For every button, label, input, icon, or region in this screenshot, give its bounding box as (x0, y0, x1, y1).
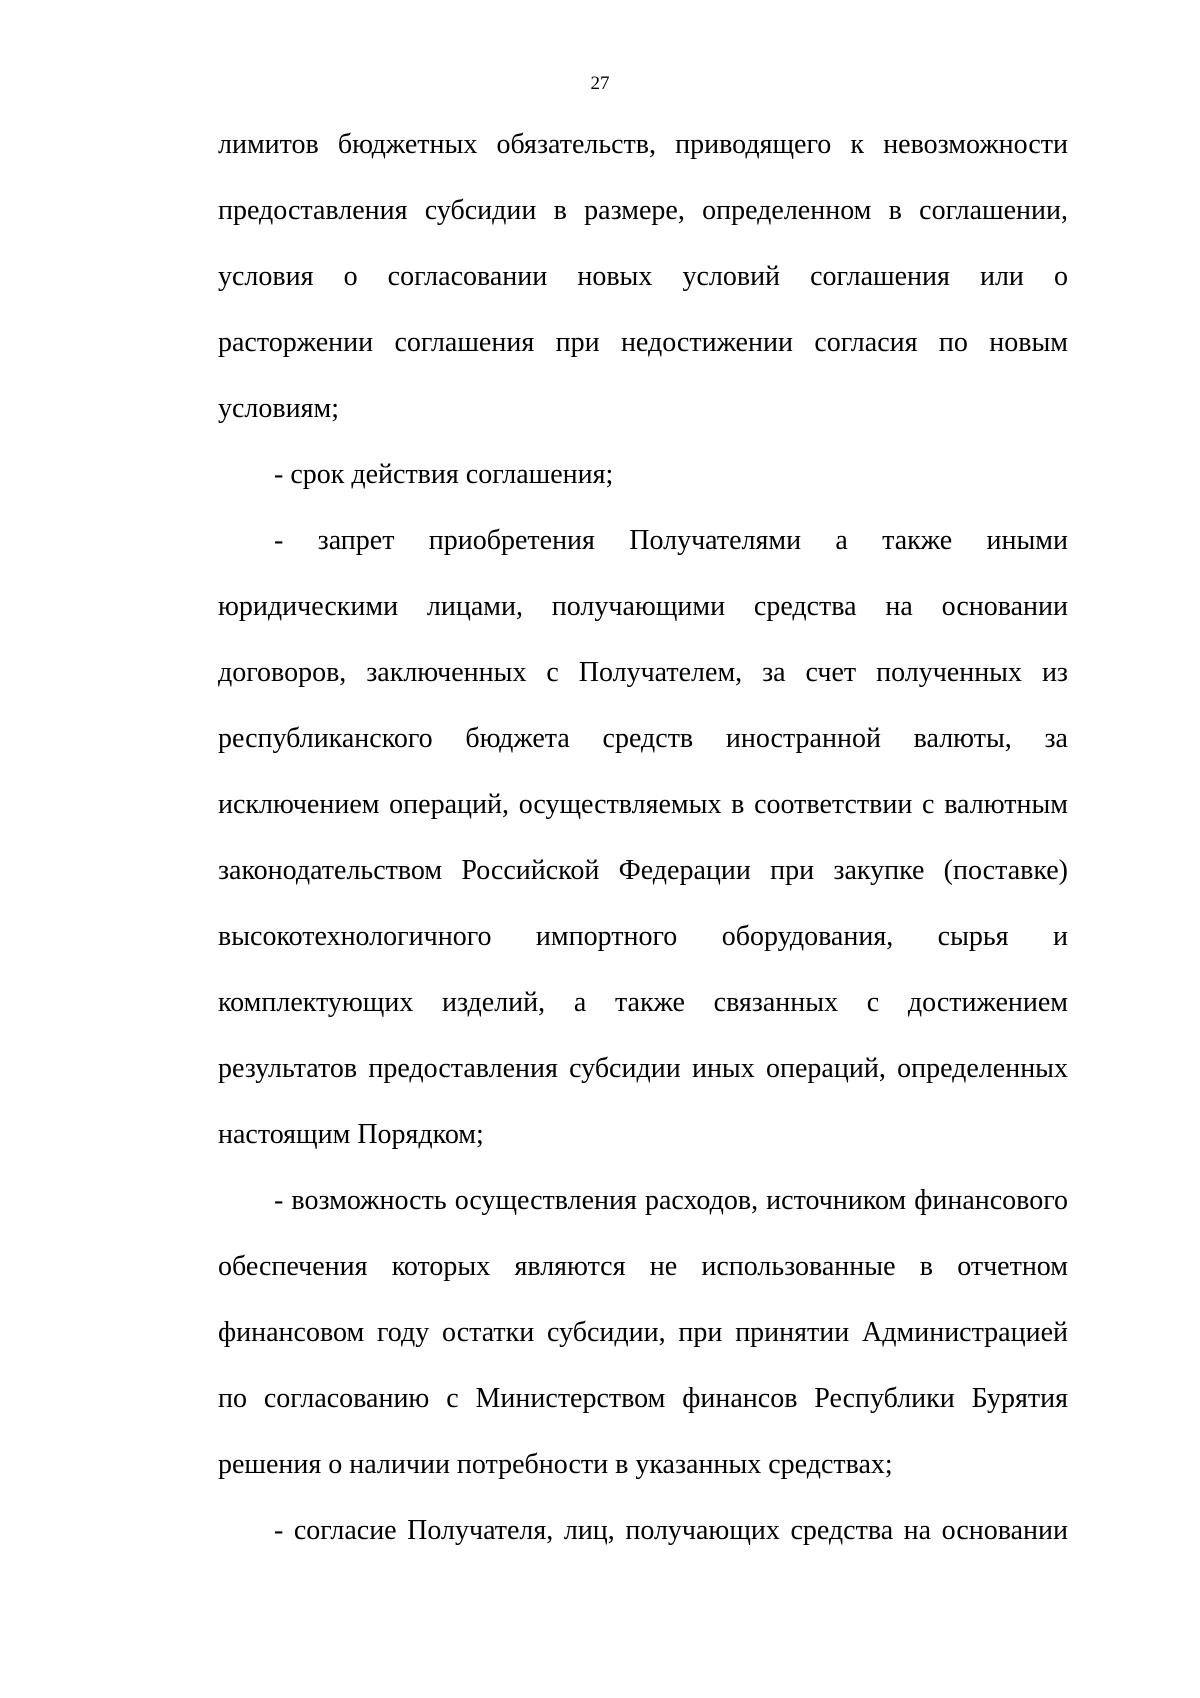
paragraph-agreement-term: - срок действия соглашения; (274, 459, 614, 490)
paragraph-unused-balances: - возможность осуществления расходов, источником финансового обеспечения которых являются не использованные в отчетном финансовом году остатки субсидии, при принятии Администрацией по согласованию с Министерством финансов Республики Бурятия решения о наличии потребности в указанных средствах; (218, 1185, 1068, 1480)
paragraph-currency-prohibition: - запрет приобретения Получателями а также иными юридическими лицами, получающими средства на основании договоров, заключенных с Получателем, за счет полученных из республиканского бюджета средств иностранной валюты, за исключением операций, осуществляемых в соответствии с валютным законодательством Российской Федерации при закупке (поставке) высокотехнологичного импортного оборудования, сырья и комплектующих изделий, а также связанных с достижением результатов предоставления субсидии иных операций, определенных настоящим Порядком; (218, 525, 1068, 1150)
paragraph-budget-limits: лимитов бюджетных обязательств, приводящего к невозможности предоставления субсидии в размере, определенном в соглашении, условия о согласовании новых условий соглашения или о расторжении соглашения при недостижении согласия по новым условиям; (218, 129, 1068, 424)
document-body (218, 112, 1068, 1564)
paragraph-recipient-consent: - согласие Получателя, лиц, получающих средства на основании (274, 1515, 1068, 1546)
page-number: 27 (590, 73, 610, 94)
